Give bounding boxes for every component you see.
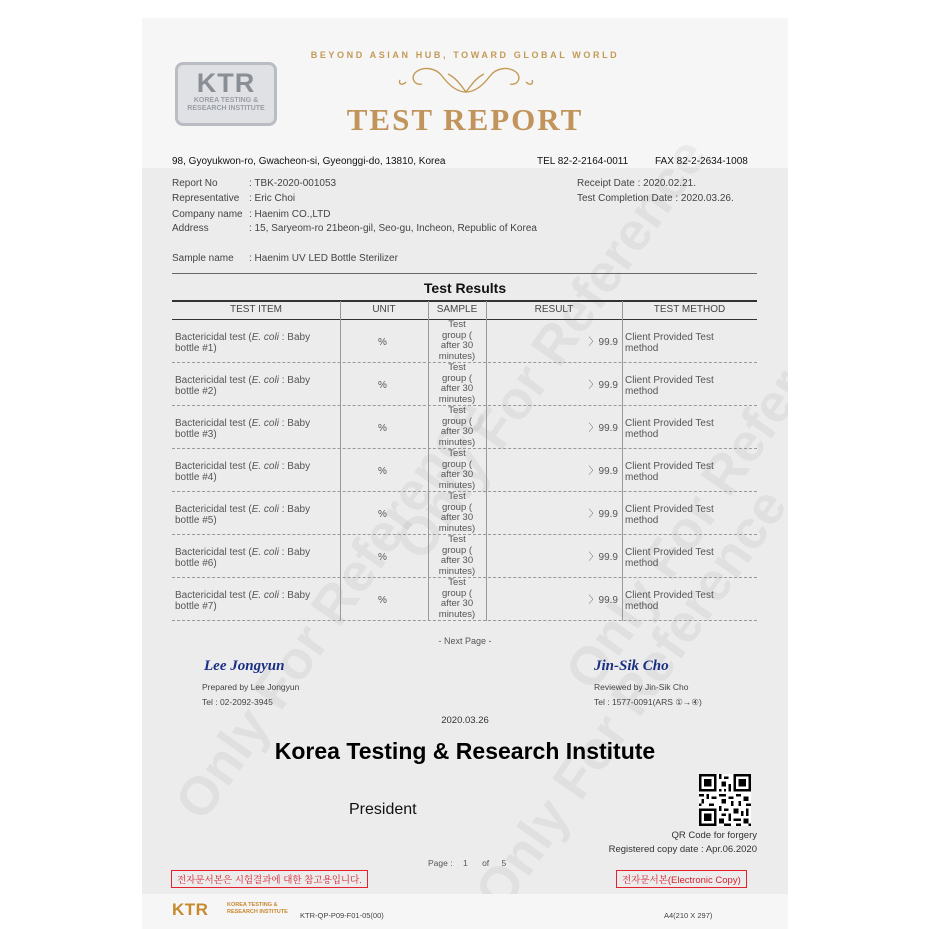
- test-item-text: : Baby: [278, 547, 311, 558]
- reviewed-by: Reviewed by Jin-Sik Cho: [594, 682, 689, 692]
- test-item: [175, 590, 310, 612]
- header-sample: SAMPLE: [436, 304, 478, 315]
- method-cell: [625, 504, 714, 526]
- lab-fax: FAX 82-2-2634-1008: [655, 156, 748, 167]
- logo-text: KTR: [196, 68, 256, 98]
- unit-cell: %: [378, 595, 387, 606]
- next-page-note: - Next Page -: [438, 636, 492, 646]
- method-text: Client Provided Test: [625, 375, 714, 386]
- institute-name: Korea Testing & Research Institute: [274, 738, 656, 764]
- sample-line: after 30: [440, 426, 474, 437]
- result-cell: 〉99.9: [588, 380, 618, 391]
- test-item-text: Bactericidal test (: [175, 418, 252, 429]
- test-item-text: Bactericidal test (: [175, 332, 252, 343]
- slogan: BEYOND ASIAN HUB, TOWARD GLOBAL WORLD: [310, 50, 620, 60]
- test-item-text: Bactericidal test (: [175, 504, 252, 515]
- sample-line: group (: [441, 544, 473, 556]
- completion-date: Test Completion Date : 2020.03.26.: [577, 193, 734, 204]
- sample-value: : Haenim UV LED Bottle Sterilizer: [249, 253, 398, 264]
- method-cell: [625, 547, 714, 569]
- sample-line: after 30: [440, 469, 474, 480]
- result-cell: 〉99.9: [588, 423, 618, 434]
- test-item-text: bottle #6): [175, 558, 217, 569]
- report-title: TEST REPORT: [346, 102, 584, 137]
- test-item-text: Bactericidal test (: [175, 461, 252, 472]
- result-cell: 〉99.9: [588, 595, 618, 606]
- sample-line: group (: [441, 372, 473, 384]
- header-unit: UNIT: [372, 304, 396, 315]
- method-text: Client Provided Test: [625, 590, 714, 601]
- test-item-text: : Baby: [278, 590, 311, 601]
- method-text: method: [625, 343, 659, 354]
- footer-logo-sub2: RESEARCH INSTITUTE: [227, 909, 288, 915]
- header-test-item: TEST ITEM: [229, 304, 283, 315]
- unit-cell: %: [378, 337, 387, 348]
- method-cell: [625, 332, 714, 354]
- sample-line: after 30: [440, 555, 474, 566]
- sample-line: Test: [448, 577, 466, 588]
- test-item-text: bottle #7): [175, 601, 217, 612]
- test-item-text: Bactericidal test (: [175, 590, 252, 601]
- sample-line: Test: [448, 448, 466, 459]
- sample-line: minutes): [438, 393, 476, 405]
- prepared-tel: Tel : 02-2092-3945: [202, 697, 273, 707]
- test-item-text: bottle #2): [175, 386, 217, 397]
- test-item-text: Bactericidal test (: [175, 547, 252, 558]
- sample-line: Test: [448, 534, 466, 545]
- test-item-organism: E. coli: [251, 547, 279, 558]
- address-value: : 15, Saryeom-ro 21beon-gil, Seo-gu, Incheon, Republic of Korea: [249, 223, 537, 234]
- table-top-rule: [172, 300, 757, 302]
- form-code: KTR-QP-P09-F01-05(00): [300, 911, 384, 920]
- sample-cell: [432, 320, 482, 362]
- sample-line: after 30: [440, 340, 474, 351]
- test-item-text: : Baby: [278, 332, 311, 343]
- issue-date: 2020.03.26: [441, 715, 489, 726]
- test-item: [175, 375, 310, 397]
- sample-line: group (: [441, 329, 473, 341]
- prepared-by: Prepared by Lee Jongyun: [202, 682, 300, 692]
- qr-code-icon[interactable]: [699, 774, 751, 826]
- test-item-text: bottle #1): [175, 343, 217, 354]
- test-item-organism: E. coli: [251, 590, 279, 601]
- test-item-organism: E. coli: [251, 332, 279, 343]
- results-title: Test Results: [423, 280, 507, 296]
- method-text: method: [625, 515, 659, 526]
- company-label: Company name: [172, 209, 243, 220]
- sample-line: minutes): [438, 350, 476, 362]
- column-divider: [486, 301, 487, 621]
- reference-notice: 전자문서본은 시험결과에 대한 참고용입니다.: [171, 870, 368, 888]
- address-label: Address: [172, 223, 209, 234]
- result-cell: 〉99.9: [588, 466, 618, 477]
- method-text: Client Provided Test: [625, 504, 714, 515]
- sample-line: after 30: [440, 512, 474, 523]
- president-label: President: [349, 801, 417, 818]
- sample-line: minutes): [438, 608, 476, 620]
- sample-cell: [432, 578, 482, 620]
- method-cell: [625, 590, 714, 612]
- test-item: [175, 504, 310, 526]
- sample-line: after 30: [440, 598, 474, 609]
- method-cell: [625, 418, 714, 440]
- method-text: Client Provided Test: [625, 332, 714, 343]
- sample-line: group (: [441, 501, 473, 513]
- result-cell: 〉99.9: [588, 552, 618, 563]
- method-text: Client Provided Test: [625, 418, 714, 429]
- page-label: Page :: [428, 858, 453, 868]
- receipt-date: Receipt Date : 2020.02.21.: [577, 178, 696, 189]
- test-item-text: Bactericidal test (: [175, 375, 252, 386]
- unit-cell: %: [378, 380, 387, 391]
- result-cell: 〉99.9: [588, 337, 618, 348]
- sample-line: group (: [441, 458, 473, 470]
- sample-line: minutes): [438, 479, 476, 491]
- prepared-signature: Lee Jongyun: [204, 658, 285, 674]
- page-of: of: [482, 858, 490, 868]
- header-result: RESULT: [534, 304, 574, 315]
- footer-logo-subtitle: [227, 902, 288, 916]
- unit-cell: %: [378, 466, 387, 477]
- header-test-method: TEST METHOD: [653, 304, 726, 315]
- test-item-text: : Baby: [278, 504, 311, 515]
- test-item-organism: E. coli: [251, 461, 279, 472]
- method-text: method: [625, 429, 659, 440]
- sample-line: minutes): [438, 522, 476, 534]
- sample-cell: [432, 406, 482, 448]
- sample-line: Test: [448, 491, 466, 502]
- representative-label: Representative: [172, 193, 240, 204]
- test-item-organism: E. coli: [251, 504, 279, 515]
- column-divider: [428, 301, 429, 621]
- test-item-text: bottle #4): [175, 472, 217, 483]
- sample-line: Test: [448, 319, 466, 330]
- test-item-organism: E. coli: [251, 418, 279, 429]
- method-text: Client Provided Test: [625, 461, 714, 472]
- sample-line: minutes): [438, 436, 476, 448]
- company-value: : Haenim CO.,LTD: [249, 209, 331, 220]
- method-text: method: [625, 386, 659, 397]
- test-item: [175, 461, 310, 483]
- test-item-organism: E. coli: [251, 375, 279, 386]
- method-cell: [625, 375, 714, 397]
- report-sheet: [142, 18, 788, 929]
- sample-line: after 30: [440, 383, 474, 394]
- reviewed-tel: Tel : 1577-0091(ARS ①→④): [594, 697, 702, 707]
- report-no-label: Report No: [172, 178, 218, 189]
- unit-cell: %: [378, 509, 387, 520]
- sample-cell: [432, 492, 482, 534]
- reviewed-signature: Jin-Sik Cho: [594, 658, 669, 674]
- method-text: method: [625, 558, 659, 569]
- sample-cell: [432, 449, 482, 491]
- ornament-icon: [396, 62, 536, 96]
- test-item-text: : Baby: [278, 461, 311, 472]
- column-divider: [622, 301, 623, 621]
- method-cell: [625, 461, 714, 483]
- row-divider: [172, 620, 757, 621]
- test-item-text: bottle #5): [175, 515, 217, 526]
- sample-cell: [432, 363, 482, 405]
- sample-line: Test: [448, 362, 466, 373]
- test-item-text: bottle #3): [175, 429, 217, 440]
- logo-subtitle: KOREA TESTING &: [193, 97, 259, 104]
- column-divider: [340, 301, 341, 621]
- test-item: [175, 332, 310, 354]
- logo-subtitle: RESEARCH INSTITUTE: [187, 105, 265, 112]
- unit-cell: %: [378, 552, 387, 563]
- method-text: method: [625, 472, 659, 483]
- sample-line: Test: [448, 405, 466, 416]
- result-cell: 〉99.9: [588, 509, 618, 520]
- representative-value: : Eric Choi: [249, 193, 296, 204]
- lab-tel: TEL 82-2-2164-0011: [537, 156, 629, 167]
- test-item-text: : Baby: [278, 375, 311, 386]
- sample-label: Sample name: [172, 253, 234, 264]
- footer-logo-sub1: KOREA TESTING &: [227, 902, 278, 908]
- registered-copy-date: Registered copy date : Apr.06.2020: [608, 844, 757, 855]
- sample-line: group (: [441, 415, 473, 427]
- unit-cell: %: [378, 423, 387, 434]
- report-no-value: : TBK-2020-001053: [249, 178, 337, 189]
- divider: [172, 273, 757, 274]
- test-item: [175, 418, 310, 440]
- qr-caption: QR Code for forgery: [671, 830, 757, 841]
- paper-size: A4(210 X 297): [664, 911, 713, 920]
- electronic-copy-notice: 전자문서본(Electronic Copy): [616, 870, 747, 888]
- sample-line: group (: [441, 587, 473, 599]
- page-total: 5: [501, 858, 507, 868]
- footer-logo: KTR: [172, 900, 209, 919]
- sample-cell: [432, 535, 482, 577]
- test-item-text: : Baby: [278, 418, 311, 429]
- method-text: Client Provided Test: [625, 547, 714, 558]
- lab-address: 98, Gyoyukwon-ro, Gwacheon-si, Gyeonggi-do, 13810, Korea: [172, 156, 446, 167]
- page-number: [428, 858, 506, 868]
- sample-line: minutes): [438, 565, 476, 577]
- method-text: method: [625, 601, 659, 612]
- test-item: [175, 547, 310, 569]
- page-current: 1: [462, 858, 468, 868]
